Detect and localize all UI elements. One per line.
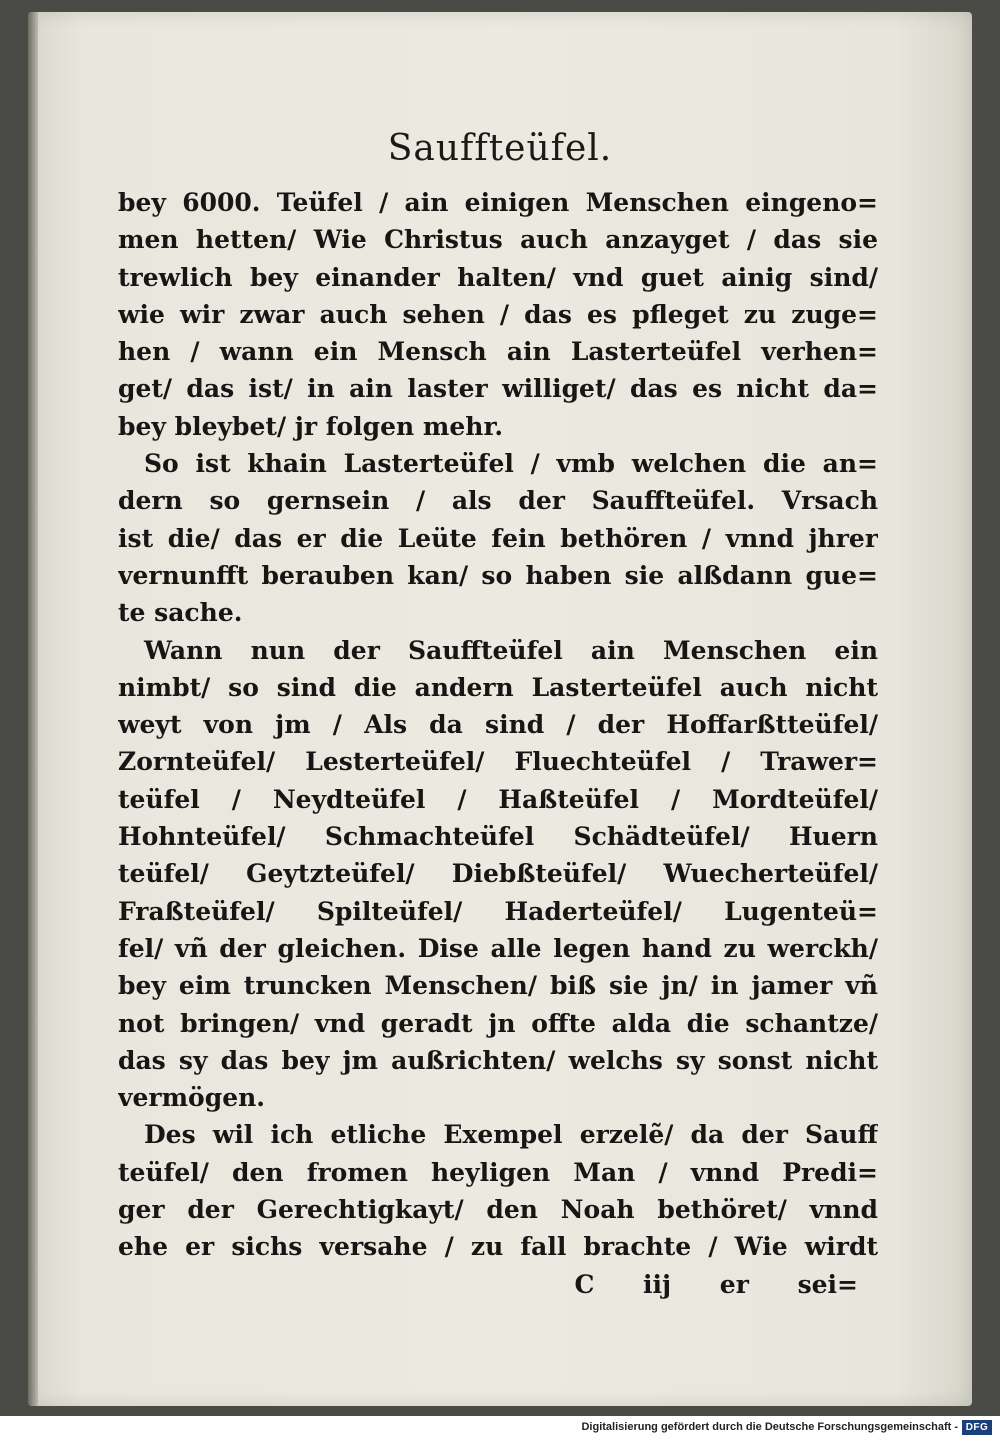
text-line: bey eim truncken Menschen/ biß sie jn/ in jamer vñ (118, 971, 878, 1001)
footer-bar (0, 1416, 1000, 1441)
text-line: ger der Gerechtigkayt/ den Noah bethöret/ vnnd (118, 1195, 878, 1225)
text-line: te sache. (118, 598, 243, 628)
running-head: Saufftеüfel. (387, 128, 613, 169)
text-line: das sy das bey jm außrichten/ welchs sy sonst nicht (118, 1045, 878, 1075)
text-line: weyt von jm / Als da sind / der Hoffarßtteüfel/ (118, 710, 878, 740)
text-line: teüfel/ Geytzteüfel/ Diebßteüfel/ Wuecherteüfel/ (118, 859, 878, 889)
text-line: hen / wann ein Mensch ain Lasterteüfel verhen= (118, 337, 878, 367)
text-line: Zornteüfel/ Lesterteüfel/ Fluechteüfel / Trawer= (118, 747, 878, 777)
catchline: C iij er sei= (574, 1269, 858, 1299)
text-line: trewlich bey einander halten/ vnd guet ainig sind/ (118, 262, 878, 292)
text-line: nimbt/ so sind die andern Lasterteüfel auch nicht (118, 672, 878, 702)
text-line: Fraßteüfel/ Spilteüfel/ Haderteüfel/ Lugenteü= (118, 896, 878, 926)
text-line: ist die/ das er die Leüte fein bethören / vnnd jhrer (118, 523, 878, 553)
text-line: teüfel / Neydteüfel / Haßteüfel / Mordteüfel/ (118, 784, 878, 814)
text-line: bey bleybet/ jr folgen mehr. (118, 411, 504, 441)
text-line: get/ das ist/ in ain laster williget/ das es nicht da= (118, 374, 878, 404)
text-line: ehe er sichs versahe / zu fall brachte / Wie wirdt (118, 1232, 878, 1262)
text-line: So ist khain Lasterteüfel / vmb welchen die an= (144, 449, 878, 479)
dfg-logo-icon: DFG (962, 1420, 992, 1435)
text-line: wie wir zwar auch sehen / das es pfleget zu zuge= (118, 299, 878, 329)
text-line: teüfel/ den fromen heyligen Man / vnnd Predi= (118, 1157, 878, 1187)
page-body (118, 184, 878, 1303)
text-line: Des wil ich etliche Exempel erzelẽ/ da der Sauff (144, 1120, 878, 1150)
text-line: dern so gernsein / als der Saufftеüfel. Vrsach (118, 486, 878, 516)
page-gutter (28, 12, 38, 1406)
text-line: vermögen. (118, 1083, 265, 1113)
text-line: Wann nun der Saufftеüfel ain Menschen ein (144, 635, 878, 665)
text-line: not bringen/ vnd geradt jn offte alda die schantze/ (118, 1008, 878, 1038)
text-line: bey 6000. Teüfel / ain einigen Menschen eingeno= (118, 188, 878, 217)
funding-credit: Digitalisierung gefördert durch die Deutsche Forschungsgemeinschaft - (581, 1421, 958, 1433)
text-line: vernunfft berauben kan/ so haben sie alßdann gue= (118, 560, 878, 590)
text-line: men hetten/ Wie Christus auch anzayget / das sie (118, 225, 878, 255)
text-line: Hohnteüfel/ Schmachteüfel Schädteüfel/ Huern (118, 822, 878, 852)
text-line: fel/ vñ der gleichen. Dise alle legen hand zu werckh/ (118, 933, 878, 963)
